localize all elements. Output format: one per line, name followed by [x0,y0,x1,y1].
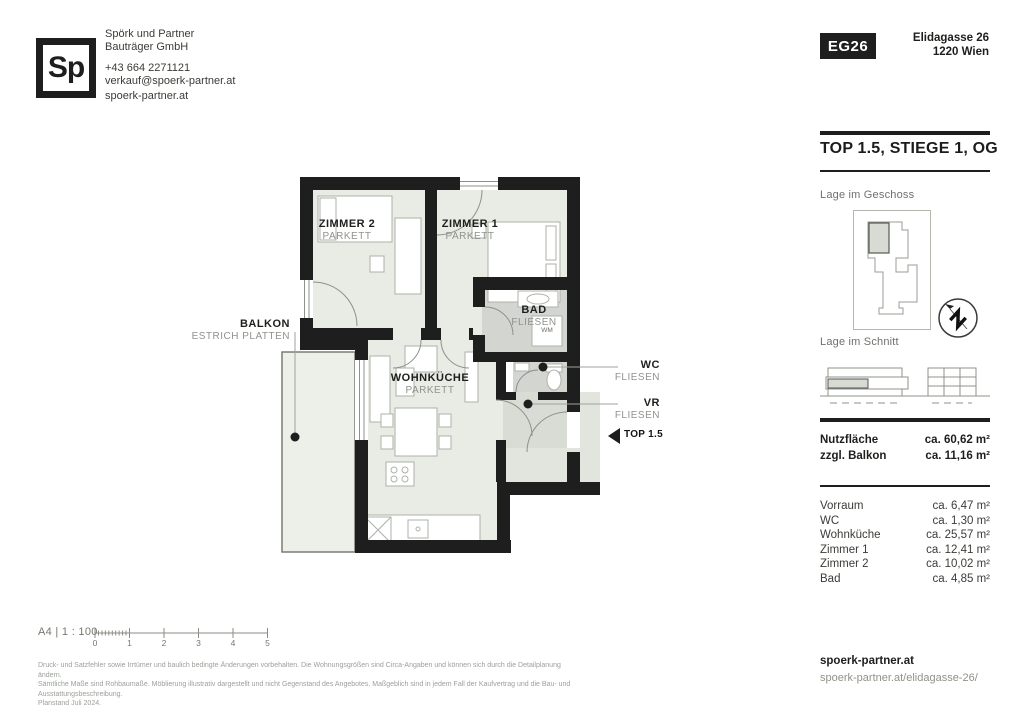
divider-bar [820,418,990,422]
website: spoerk-partner.at [105,90,189,102]
company-name-2: Bauträger GmbH [105,41,189,53]
room-area-row: Zimmer 1 ca. 12,41 m² [820,543,990,556]
dining-table [395,408,437,456]
room-label-wc: WC FLIESEN [614,359,660,383]
room-label-zimmer2: ZIMMER 2 PARKETT [318,218,376,242]
vestibule-floor [503,392,567,448]
phone: +43 664 2271121 [105,62,191,74]
logo-text: Sp [47,51,85,84]
project-address [860,31,989,59]
company-block [105,28,194,54]
scale-tick: 1 [127,638,132,648]
footer-website-name: spoerk-partner.at [820,655,914,667]
wardrobe-zimmer2 [395,218,421,294]
project-code-badge: EG26 [820,33,876,59]
disclaimer-line: Druck- und Satzfehler sowie Irrtümer und baulich bedingte Änderungen vorbehalten. Die Wohnungsgrößen sind Circa-Angaben und können sich durch die Detailplanung ändern. [38,662,561,679]
address-line-2: 1220 Wien [932,46,989,58]
divider-line [820,485,990,487]
company-name-1: Spörk und Partner [105,28,195,40]
room-label-vr: VR FLIESEN [614,397,660,421]
section-location-label: Lage im Schnitt [820,336,899,348]
scale-tick: 2 [161,638,167,648]
unit-entry-marker: TOP 1.5 [624,429,663,440]
section-location-diagram [820,358,990,410]
scale-tick: 4 [230,638,236,648]
scale-tick: 0 [92,638,98,648]
floor-location-label: Lage im Geschoss [820,189,915,201]
scale-label: A4 | 1 : 100 [38,626,98,638]
floor-location-map [853,210,931,330]
floorplan [180,160,700,575]
footer-website-url: spoerk-partner.at/elidagasse-26/ [820,672,978,684]
scale-ruler [92,625,274,639]
room-label-bad: BAD FLIESEN [511,304,557,328]
address-line-1: Elidagasse 26 [912,32,989,44]
area-summary-row: zzgl. Balkon ca. 11,16 m² [820,450,990,462]
washing-machine-label: WM [541,327,553,334]
toilet [547,370,561,390]
disclaimer-line: Sämtliche Maße sind Rohbaumaße. Möblierung illustrativ dargestellt und nicht Gegenstand des Angebotes. Maßgeblich sind in jedem Fall der Kaufvertrag und die Bau- und Ausstattungsbeschreibung. [38,681,571,698]
scale-tick: 3 [196,638,201,648]
entry-arrow-icon [608,428,620,444]
balcony-slab [282,352,355,552]
room-label-balkon: BALKON ESTRICH PLATTEN [191,318,290,342]
disclaimer-line: Planstand Juli 2024. [38,700,102,707]
room-area-row: Wohnküche ca. 25,57 m² [820,529,990,542]
unit-floor-highlight [828,379,868,388]
unit-title: TOP 1.5, STIEGE 1, OG [820,140,998,157]
balcony-door [355,360,368,440]
room-label-zimmer1: ZIMMER 1 PARKETT [441,218,499,242]
room-label-wohnkueche: WOHNKÜCHE PARKETT [390,372,470,396]
company-logo [36,38,96,98]
scale-tick: 5 [265,638,270,648]
room-area-row: WC ca. 1,30 m² [820,514,990,527]
compass-north-icon [937,297,979,339]
divider-bar [820,131,990,135]
stove [386,462,414,486]
divider-line [820,170,990,172]
email: verkauf@spoerk-partner.at [105,75,236,87]
disclaimer [38,661,583,709]
contact-block [105,62,235,103]
room-area-row: Vorraum ca. 6,47 m² [820,500,990,512]
unit-highlight [869,223,889,253]
wc-basin [515,363,529,371]
area-summary-row: Nutzfläche ca. 60,62 m² [820,434,990,446]
room-area-row: Bad ca. 4,85 m² [820,572,990,585]
room-area-table [820,499,990,587]
room-area-row: Zimmer 2 ca. 10,02 m² [820,558,990,571]
